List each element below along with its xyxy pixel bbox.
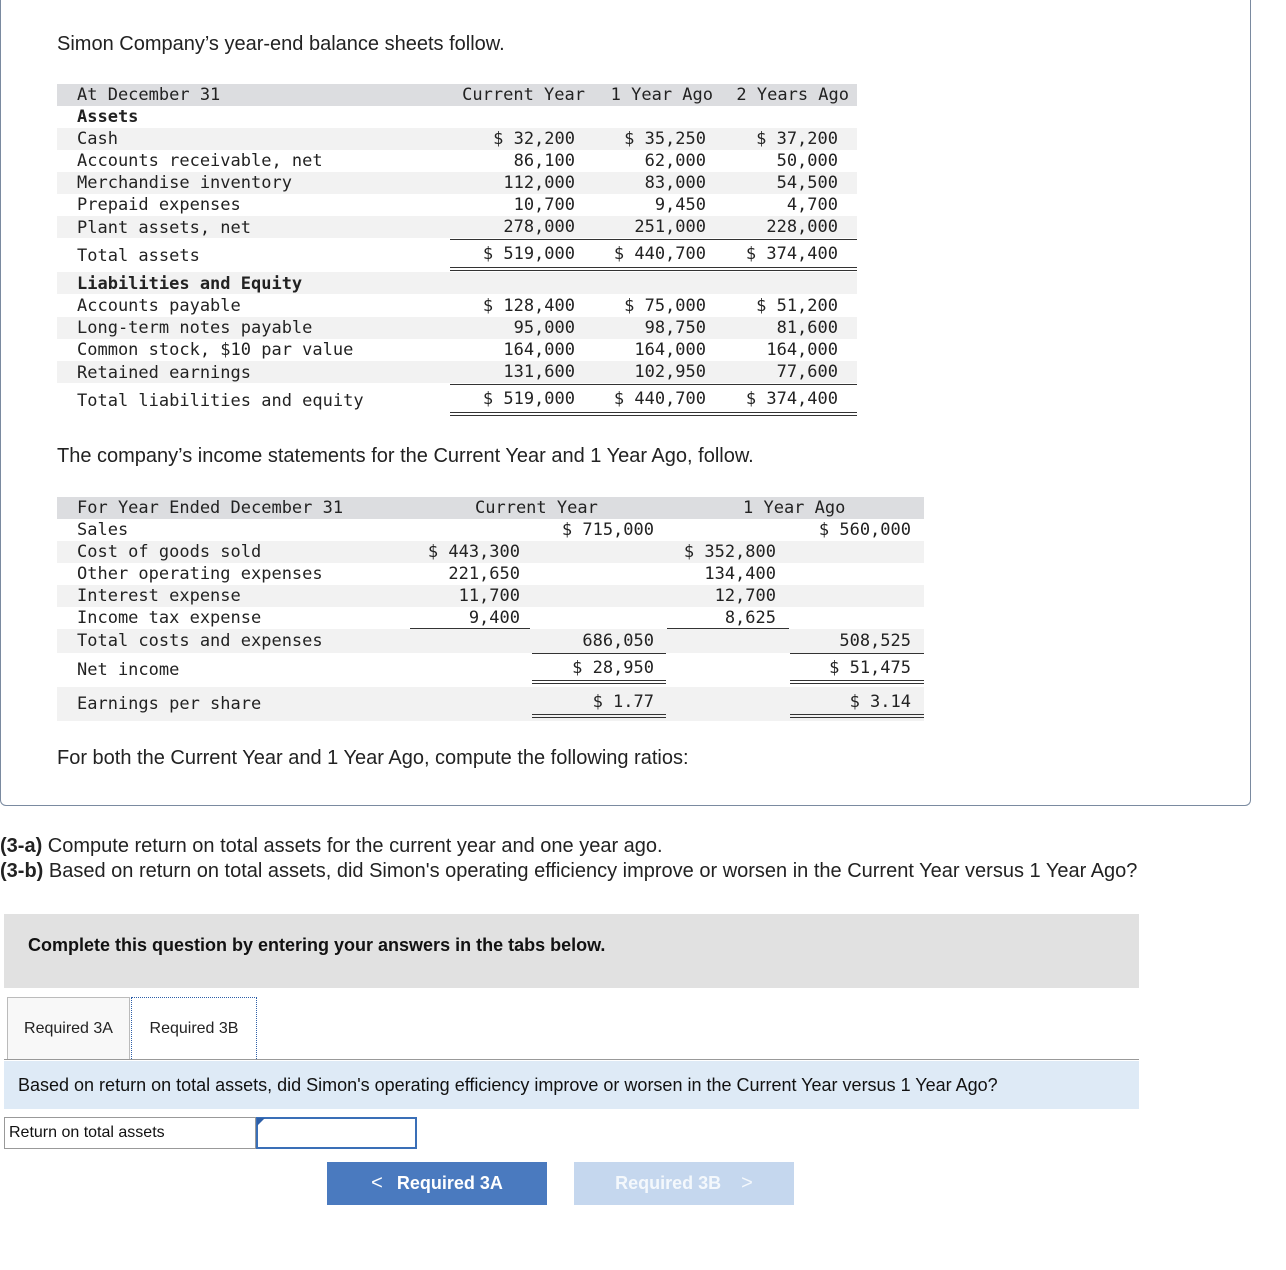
sales-label: Sales <box>77 520 129 540</box>
balance-sheet-intro: Simon Company’s year-end balance sheets follow. <box>57 33 505 55</box>
next-button-label: Required 3B <box>615 1173 722 1193</box>
tab-required-3b[interactable]: Required 3B <box>131 997 257 1059</box>
cell-value: 251,000 <box>634 217 706 237</box>
total-double-rule <box>450 267 857 271</box>
total-double-rule <box>532 714 666 718</box>
chevron-right-icon: > <box>741 1172 753 1194</box>
cell-value: 86,100 <box>513 151 575 171</box>
prev-button-label: Required 3A <box>396 1173 503 1193</box>
total-liab-value: $ 374,400 <box>745 389 838 409</box>
total-assets-label: Total assets <box>77 246 200 266</box>
cell-value: 98,750 <box>644 318 706 338</box>
tab-required-3a[interactable]: Required 3A <box>7 997 130 1059</box>
income-intro: The company’s income statements for the Current Year and 1 Year Ago, follow. <box>57 445 754 467</box>
expense-cy: 221,650 <box>448 564 520 584</box>
cell-value: 95,000 <box>513 318 575 338</box>
eps-cy: $ 1.77 <box>592 692 654 712</box>
subtotal-rule <box>450 384 857 385</box>
cell-value: 164,000 <box>634 340 706 360</box>
cell-value: $ 32,200 <box>493 129 575 149</box>
subtotal-rule <box>667 628 789 629</box>
total-liab-label: Total liabilities and equity <box>77 391 364 411</box>
header-2-years-ago: 2 Years Ago <box>736 85 849 105</box>
subtotal-rule <box>410 628 530 629</box>
cell-value: $ 128,400 <box>482 296 575 316</box>
cell-value: 54,500 <box>776 173 838 193</box>
total-liab-value: $ 440,700 <box>613 389 706 409</box>
expense-py: 8,625 <box>724 608 776 628</box>
total-costs-py: 508,525 <box>839 631 911 651</box>
expense-label: Income tax expense <box>77 608 262 628</box>
total-assets-value: $ 374,400 <box>745 244 838 264</box>
header-1-year-ago: 1 Year Ago <box>743 498 846 518</box>
total-double-rule <box>790 680 924 684</box>
header-label: At December 31 <box>77 85 221 105</box>
question-3b-tag: (3-b) <box>0 860 44 882</box>
cell-value: 9,450 <box>654 195 706 215</box>
total-costs-label: Total costs and expenses <box>77 631 323 651</box>
header-current-year: Current Year <box>475 498 598 518</box>
cell-value: $ 75,000 <box>624 296 706 316</box>
subtotal-rule <box>790 653 924 654</box>
tab-divider <box>4 1059 1139 1060</box>
chevron-left-icon: < <box>371 1172 383 1194</box>
cell-value: 164,000 <box>766 340 838 360</box>
cell-value: 112,000 <box>503 173 575 193</box>
subtotal-rule <box>450 239 857 240</box>
header-1-year-ago: 1 Year Ago <box>610 85 713 105</box>
prompt-text: Based on return on total assets, did Simon's operating efficiency improve or worsen in the Current Year versus 1 Year Ago? <box>18 1075 998 1095</box>
question-3a-text: Compute return on total assets for the current year and one year ago. <box>42 835 663 857</box>
expense-cy: 9,400 <box>468 608 520 628</box>
total-double-rule <box>450 412 857 416</box>
cell-value: 62,000 <box>644 151 706 171</box>
header-label: For Year Ended December 31 <box>77 498 344 518</box>
row-label: Prepaid expenses <box>77 195 241 215</box>
dropdown-corner-icon <box>257 1118 265 1126</box>
net-income-label: Net income <box>77 660 180 680</box>
total-assets-value: $ 440,700 <box>613 244 706 264</box>
total-costs-cy: 686,050 <box>582 631 654 651</box>
net-income-py: $ 51,475 <box>829 658 911 678</box>
question-3a <box>0 835 663 858</box>
assets-heading: Assets <box>77 107 139 127</box>
ratios-intro: For both the Current Year and 1 Year Ago, compute the following ratios: <box>57 747 689 769</box>
question-3b <box>0 860 1137 883</box>
cell-value: 4,700 <box>786 195 838 215</box>
total-double-rule <box>532 680 666 684</box>
eps-label: Earnings per share <box>77 694 262 714</box>
row-label: Accounts receivable, net <box>77 151 323 171</box>
cell-value: 278,000 <box>503 217 575 237</box>
cell-value: 83,000 <box>644 173 706 193</box>
expense-cy: $ 443,300 <box>427 542 520 562</box>
cell-value: 164,000 <box>503 340 575 360</box>
row-label: Plant assets, net <box>77 218 251 238</box>
cell-value: 81,600 <box>776 318 838 338</box>
subtotal-rule <box>532 653 666 654</box>
total-assets-value: $ 519,000 <box>482 244 575 264</box>
cell-value: 77,600 <box>776 362 838 382</box>
cell-value: 102,950 <box>634 362 706 382</box>
instructions-text: Complete this question by entering your answers in the tabs below. <box>28 935 606 955</box>
row-label: Retained earnings <box>77 363 251 383</box>
next-required-3b-button[interactable] <box>574 1162 794 1205</box>
total-double-rule <box>790 714 924 718</box>
expense-cy: 11,700 <box>458 586 520 606</box>
expense-py: $ 352,800 <box>683 542 776 562</box>
expense-py: 12,700 <box>714 586 776 606</box>
expense-label: Interest expense <box>77 586 241 606</box>
row-label: Common stock, $10 par value <box>77 340 354 360</box>
answer-label: Return on total assets <box>4 1117 256 1149</box>
cell-value: 50,000 <box>776 151 838 171</box>
header-current-year: Current Year <box>462 85 585 105</box>
row-label: Accounts payable <box>77 296 241 316</box>
sales-py: $ 560,000 <box>818 520 911 540</box>
row-label: Long-term notes payable <box>77 318 313 338</box>
cell-value: $ 35,250 <box>624 129 706 149</box>
expense-label: Other operating expenses <box>77 564 323 584</box>
cell-value: 131,600 <box>503 362 575 382</box>
expense-py: 134,400 <box>704 564 776 584</box>
cell-value: 228,000 <box>766 217 838 237</box>
expense-label: Cost of goods sold <box>77 542 262 562</box>
liabilities-heading: Liabilities and Equity <box>77 274 303 294</box>
cell-value: $ 37,200 <box>756 129 838 149</box>
prompt-bar <box>4 1061 1139 1109</box>
net-income-cy: $ 28,950 <box>572 658 654 678</box>
prev-required-3a-button[interactable] <box>327 1162 547 1205</box>
cell-value: $ 51,200 <box>756 296 838 316</box>
question-3b-text: Based on return on total assets, did Simon's operating efficiency improve or worsen in the Current Year versus 1 Year Ago? <box>43 860 1138 882</box>
total-liab-value: $ 519,000 <box>482 389 575 409</box>
answer-dropdown[interactable] <box>256 1117 417 1149</box>
eps-py: $ 3.14 <box>849 692 911 712</box>
instructions-bar <box>4 914 1139 988</box>
row-label: Cash <box>77 129 118 149</box>
cell-value: 10,700 <box>513 195 575 215</box>
row-label: Merchandise inventory <box>77 173 292 193</box>
question-3a-tag: (3-a) <box>0 835 43 857</box>
sales-cy: $ 715,000 <box>561 520 654 540</box>
